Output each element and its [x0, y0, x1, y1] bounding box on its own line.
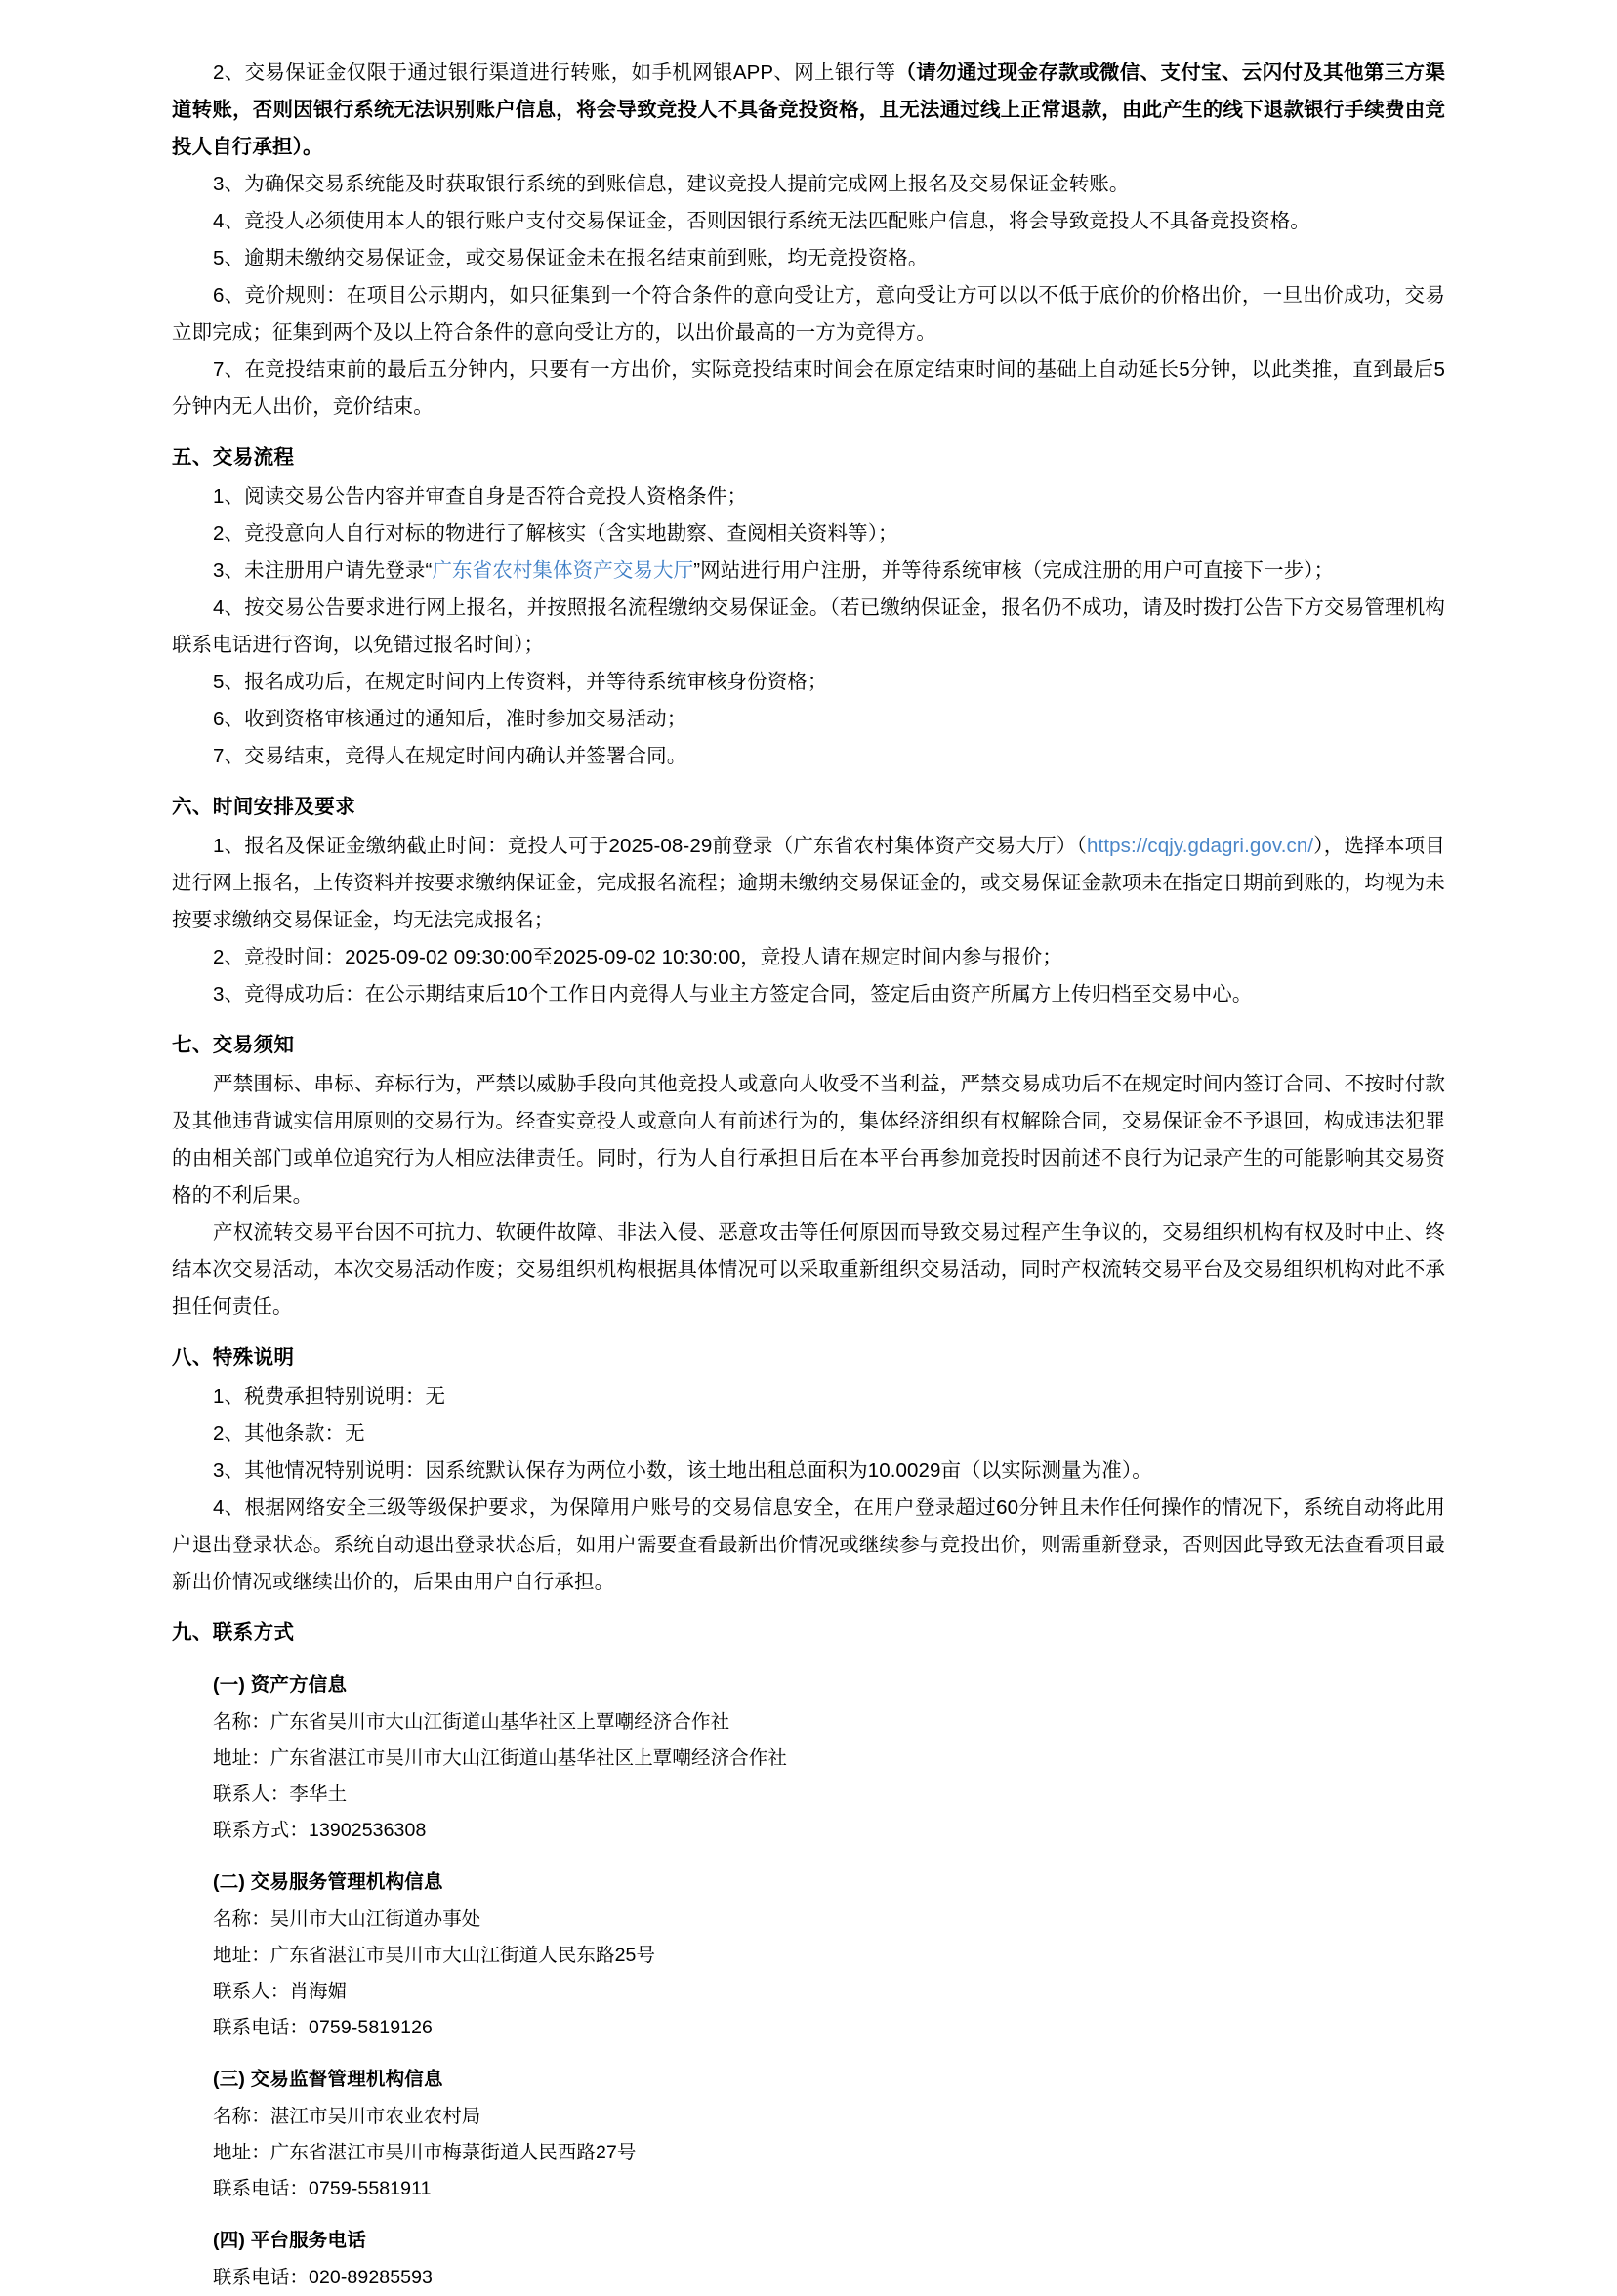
- contact-line-phone: 联系电话：020-89285593: [213, 2267, 433, 2288]
- clause-2-bold: （请勿通过现金存款或微信、支付宝、云闪付及其他第三方渠道转账，否则因银行系统无法识别账户信息，将会导致竞投人不具备竞投资格，且无法通过线上正常退款，由此产生的线下退款银行手续费由竞投人自行承担）。: [172, 62, 1446, 158]
- contact-line-address: 地址：广东省湛江市吴川市大山江街道山基华社区上覃嘲经济合作社: [213, 1747, 788, 1769]
- schedule-item-3: 3、竞得成功后：在公示期结束后10个工作日内竞得人与业主方签定合同，签定后由资产所属方上传归档至交易中心。: [213, 983, 1253, 1005]
- special-item-4: 4、根据网络安全三级等级保护要求，为保障用户账号的交易信息安全，在用户登录超过60分钟且未作任何操作的情况下，系统自动将此用户退出登录状态。系统自动退出登录状态后，如用户需要查看最新出价情况或继续参与竞投出价，则需重新登录，否则因此导致无法查看项目最新出价情况或继续出价的，后果由用户自行承担。: [172, 1496, 1445, 1593]
- flow-item-2: 2、竞投意向人自行对标的物进行了解核实（含实地勘察、查阅相关资料等）；: [213, 522, 898, 545]
- contact-line-person: 联系人：肖海媚: [213, 1981, 348, 2002]
- section-heading-seven: 七、交易须知: [172, 1034, 295, 1056]
- notice-paragraph-2: 产权流转交易平台因不可抗力、软硬件故障、非法入侵、恶意攻击等任何原因而导致交易过程产生争议的，交易组织机构有权及时中止、终结本次交易活动，本次交易活动作废；交易组织机构根据具体情况可以采取重新组织交易活动，同时产权流转交易平台及交易组织机构对此不承担任何责任。: [172, 1221, 1445, 1318]
- contact-line-name: 名称：广东省吴川市大山江街道山基华社区上覃嘲经济合作社: [213, 1711, 730, 1733]
- contact-group-title-asset-owner: (一) 资产方信息: [213, 1674, 348, 1696]
- flow-item-4: 4、按交易公告要求进行网上报名，并按照报名流程缴纳交易保证金。（若已缴纳保证金，报名仍不成功，请及时拨打公告下方交易管理机构联系电话进行咨询，以免错过报名时间）；: [172, 596, 1445, 656]
- section-heading-six: 六、时间安排及要求: [172, 796, 356, 818]
- clause-item-3: 3、为确保交易系统能及时获取银行系统的到账信息，建议竞投人提前完成网上报名及交易保证金转账。: [213, 173, 1130, 195]
- contact-line-name: 名称：吴川市大山江街道办事处: [213, 1908, 481, 1930]
- flow-3-suffix: ”网站进行用户注册，并等待系统审核（完成注册的用户可直接下一步）；: [693, 559, 1335, 582]
- contact-line-address: 地址：广东省湛江市吴川市大山江街道人民东路25号: [213, 1945, 656, 1966]
- contact-line-name: 名称：湛江市吴川市农业农村局: [213, 2106, 481, 2127]
- section-heading-five: 五、交易流程: [172, 446, 295, 469]
- clause-item-6: 6、竞价规则：在项目公示期内，如只征集到一个符合条件的意向受让方，意向受让方可以以不低于底价的价格出价，一旦出价成功，交易立即完成；征集到两个及以上符合条件的意向受让方的，以出价最高的一方为竞得方。: [172, 284, 1445, 344]
- flow-item-7: 7、交易结束，竞得人在规定时间内确认并签署合同。: [213, 745, 687, 767]
- special-item-1: 1、税费承担特别说明：无: [213, 1385, 446, 1408]
- document-body: [172, 55, 1445, 2296]
- schedule-item-1: [172, 828, 1445, 939]
- flow-item-5: 5、报名成功后，在规定时间内上传资料，并等待系统审核身份资格；: [213, 671, 828, 693]
- schedule-1-prefix: 1、报名及保证金缴纳截止时间：竞投人可于2025-08-29前登录（广东省农村集体资产交易大厅）（: [213, 835, 1088, 857]
- clause-item-4: 4、竞投人必须使用本人的银行账户支付交易保证金，否则因银行系统无法匹配账户信息，将会导致竞投人不具备竞投资格。: [213, 210, 1310, 232]
- schedule-item-2: 2、竞投时间：2025-09-02 09:30:00至2025-09-02 10:30:00，竞投人请在规定时间内参与报价；: [213, 946, 1062, 968]
- flow-3-prefix: 3、未注册用户请先登录“: [213, 559, 433, 582]
- special-item-2: 2、其他条款：无: [213, 1422, 365, 1445]
- clause-item-2: [172, 55, 1445, 166]
- contact-line-phone: 联系电话：0759-5581911: [213, 2178, 432, 2199]
- trading-hall-link[interactable]: 广东省农村集体资产交易大厅: [432, 559, 694, 582]
- contact-group-title-trade-supervision-org: (三) 交易监督管理机构信息: [213, 2069, 443, 2090]
- schedule-1-suffix: ），选择本项目进行网上报名，上传资料并按要求缴纳保证金，完成报名流程；逾期未缴纳交易保证金的，或交易保证金款项未在指定日期前到账的，均视为未按要求缴纳交易保证金，均无法完成报名；: [172, 835, 1445, 931]
- flow-item-1: 1、阅读交易公告内容并审查自身是否符合竞投人资格条件；: [213, 485, 748, 508]
- contact-line-person: 联系人：李华土: [213, 1784, 348, 1805]
- trading-hall-url-link[interactable]: https://cqjy.gdagri.gov.cn/: [1087, 835, 1314, 857]
- clause-2-normal: 2、交易保证金仅限于通过银行渠道进行转账，如手机网银APP、网上银行等: [213, 62, 896, 84]
- contact-line-address: 地址：广东省湛江市吴川市梅菉街道人民西路27号: [213, 2142, 637, 2163]
- flow-item-3: [172, 553, 1445, 590]
- clause-item-5: 5、逾期未缴纳交易保证金，或交易保证金未在报名结束前到账，均无竞投资格。: [213, 247, 929, 269]
- contact-group-title-platform-service: (四) 平台服务电话: [213, 2230, 366, 2251]
- clause-item-7: 7、在竞投结束前的最后五分钟内，只要有一方出价，实际竞投结束时间会在原定结束时间的基础上自动延长5分钟，以此类推，直到最后5分钟内无人出价，竞价结束。: [172, 358, 1445, 418]
- section-heading-eight: 八、特殊说明: [172, 1346, 295, 1369]
- special-item-3: 3、其他情况特别说明：因系统默认保存为两位小数，该土地出租总面积为10.0029亩（以实际测量为准）。: [213, 1459, 1152, 1482]
- contact-group-title-trade-service-org: (二) 交易服务管理机构信息: [213, 1871, 443, 1893]
- contact-line-phone: 联系电话：0759-5819126: [213, 2017, 433, 2038]
- flow-item-6: 6、收到资格审核通过的通知后，准时参加交易活动；: [213, 708, 687, 730]
- notice-paragraph-1: 严禁围标、串标、弃标行为，严禁以威胁手段向其他竞投人或意向人收受不当利益，严禁交易成功后不在规定时间内签订合同、不按时付款及其他违背诚实信用原则的交易行为。经查实竞投人或意向人有前述行为的，集体经济组织有权解除合同，交易保证金不予退回，构成违法犯罪的由相关部门或单位追究行为人相应法律责任。同时，行为人自行承担日后在本平台再参加竞投时因前述不良行为记录产生的可能影响其交易资格的不利后果。: [172, 1073, 1445, 1207]
- contact-line-phone: 联系方式：13902536308: [213, 1820, 427, 1841]
- section-heading-nine: 九、联系方式: [172, 1621, 295, 1644]
